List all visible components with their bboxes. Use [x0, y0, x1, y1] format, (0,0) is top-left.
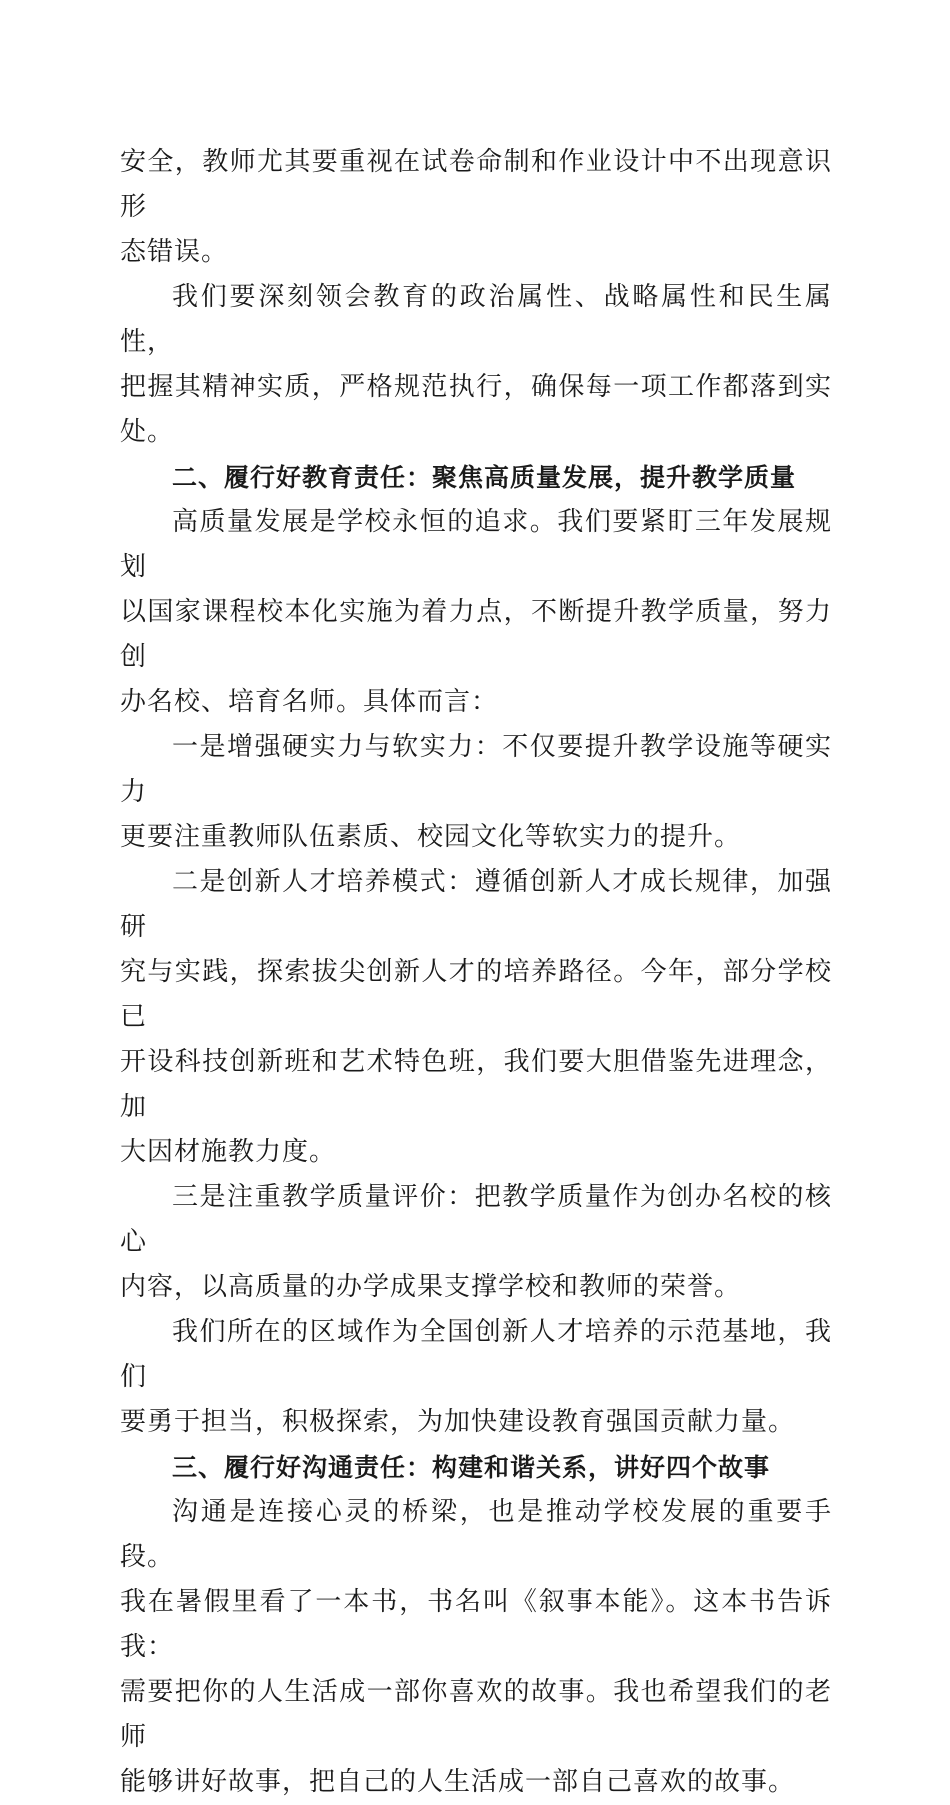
paragraph-education-attributes: 我们要深刻领会教育的政治属性、战略属性和民生属性， 把握其精神实质，严格规范执行，确保每一项工作都落到实处。 [120, 282, 832, 447]
paragraph-point-three: 三是注重教学质量评价：把教学质量作为创办名校的核心 内容，以高质量的办学成果支撑学校和教师的荣誉。 [120, 1182, 832, 1302]
paragraph-point-two: 二是创新人才培养模式：遵循创新人才成长规律，加强研 究与实践，探索拔尖创新人才的培养路径。今年，部分学校已 开设科技创新班和艺术特色班，我们要大胆借鉴先进理念，加 大因材施教力度。 [120, 867, 832, 1167]
paragraph-region-demonstration: 我们所在的区域作为全国创新人才培养的示范基地，我们 要勇于担当，积极探索，为加快建设教育强国贡献力量。 [120, 1317, 832, 1437]
section-heading-education-responsibility: 二、履行好教育责任：聚焦高质量发展，提升教学质量 [172, 463, 797, 492]
paragraph-point-one: 一是增强硬实力与软实力：不仅要提升教学设施等硬实力 更要注重教师队伍素质、校园文化等软实力的提升。 [120, 732, 832, 852]
document-body [120, 140, 832, 1805]
paragraph-safety-continuation: 安全，教师尤其要重视在试卷命制和作业设计中不出现意识形 态错误。 [120, 147, 832, 267]
paragraph-high-quality-development: 高质量发展是学校永恒的追求。我们要紧盯三年发展规划 以国家课程校本化实施为着力点，不断提升教学质量，努力创 办名校、培育名师。具体而言： [120, 507, 832, 717]
section-heading-communication-responsibility: 三、履行好沟通责任：构建和谐关系，讲好四个故事 [172, 1453, 771, 1482]
paragraph-communication-story: 沟通是连接心灵的桥梁，也是推动学校发展的重要手段。 我在暑假里看了一本书，书名叫《叙事本能》。这本书告诉我： 需要把你的人生活成一部你喜欢的故事。我也希望我们的老师 能够讲好故事，把自己的人生活成一部自己喜欢的故事。 [120, 1497, 832, 1797]
